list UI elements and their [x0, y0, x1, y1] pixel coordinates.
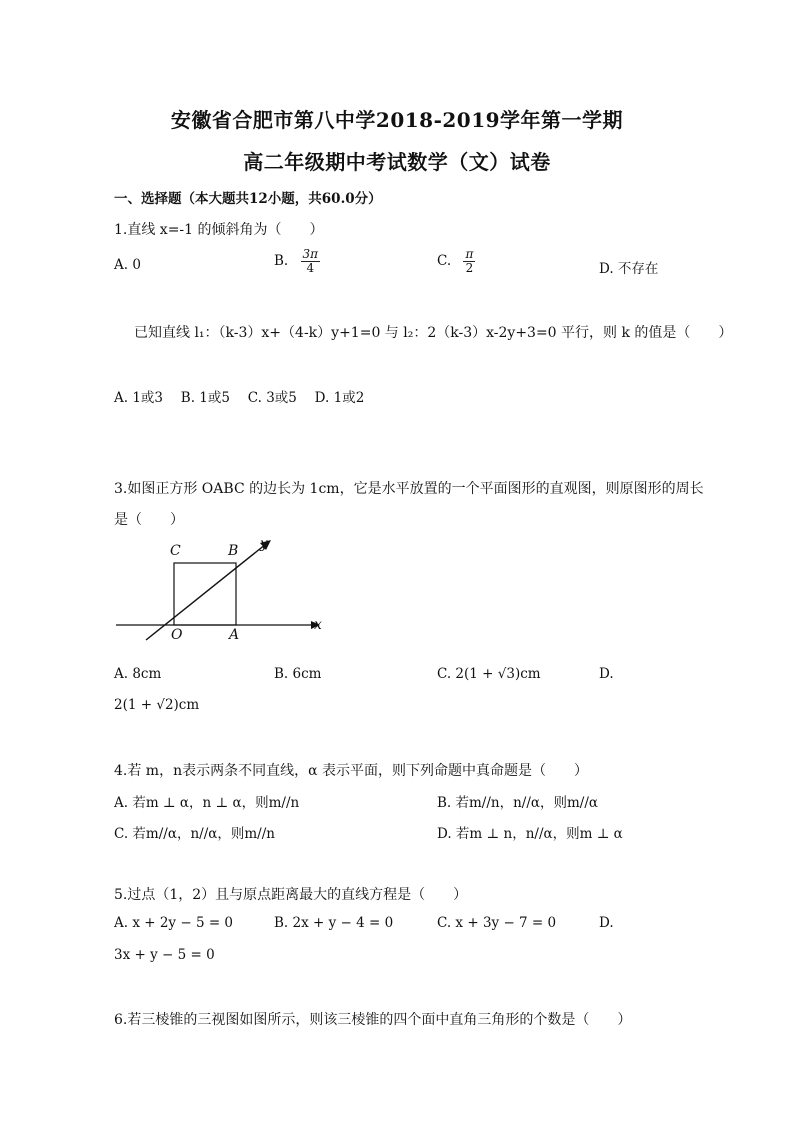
question-5-option-b: B. 2x + y − 4 = 0: [274, 915, 394, 931]
question-1-option-a: A. 0: [114, 257, 141, 273]
question-3-stem-line1: 3.如图正方形 OABC 的边长为 1cm，它是水平放置的一个平面图形的直观图，则原图形的周长: [114, 481, 704, 497]
question-1-option-d: D. 不存在: [599, 261, 659, 277]
fraction-3pi-over-4: [301, 248, 321, 275]
question-6-stem: 6.若三棱锥的三视图如图所示，则该三棱锥的四个面中直角三角形的个数是（ ）: [114, 1012, 632, 1028]
question-1-option-b: [274, 248, 320, 275]
question-3-option-d-cont: 2(1 + √2)cm: [114, 697, 200, 713]
fraction-numerator: 3π: [302, 247, 319, 261]
label-o: O: [171, 627, 183, 643]
question-3-option-b: B. 6cm: [274, 666, 322, 682]
label-y: y: [260, 536, 268, 552]
fraction-pi-over-2: [463, 248, 475, 275]
question-4-option-d: D. 若m ⊥ n，n//α，则m ⊥ α: [437, 826, 623, 842]
exam-title-line2: 高二年级期中考试数学（文）试卷: [243, 150, 551, 174]
question-1-option-c: [437, 248, 475, 275]
question-4-option-b: B. 若m//n，n//α，则m//α: [437, 795, 599, 811]
question-3-option-a: A. 8cm: [114, 666, 162, 682]
square-oabc: [174, 563, 236, 625]
question-4-stem: 4.若 m，n表示两条不同直线，α 表示平面，则下列命题中真命题是（ ）: [114, 763, 589, 779]
question-1-stem: 1.直线 x=-1 的倾斜角为（ ）: [114, 222, 324, 238]
section-heading: 一、选择题（本大题共12小题，共60.0分）: [114, 191, 382, 207]
option-c-label: C.: [437, 253, 452, 270]
question-5-option-d: D.: [599, 915, 614, 931]
label-x: x: [314, 617, 322, 633]
question-5-option-c: C. x + 3y − 7 = 0: [437, 915, 557, 931]
question-5-option-d-cont: 3x + y − 5 = 0: [114, 947, 215, 963]
label-b: B: [228, 543, 239, 559]
fraction-denominator: 2: [465, 261, 474, 276]
question-5-option-a: A. x + 2y − 5 = 0: [114, 915, 234, 931]
exam-title-line1: 安徽省合肥市第八中学2018-2019学年第一学期: [170, 108, 624, 132]
question-3-option-c: C. 2(1 + √3)cm: [437, 666, 541, 682]
question-3-option-d: D.: [599, 666, 614, 682]
question-4-option-c: C. 若m//α，n//α，则m//n: [114, 826, 275, 842]
question-4-option-a: A. 若m ⊥ α，n ⊥ α，则m//n: [114, 795, 300, 811]
question-2-stem: 已知直线 l₁：（k-3）x+（4-k）y+1=0 与 l₂：2（k-3）x-2y+3=0 平行，则 k 的值是（ ）: [134, 325, 733, 341]
fraction-denominator: 4: [306, 261, 315, 276]
question-5-stem: 5.过点（1，2）且与原点距离最大的直线方程是（ ）: [114, 887, 468, 903]
question-3-stem-line2: 是（ ）: [114, 512, 184, 528]
square-oabc-figure: [110, 530, 340, 650]
label-a: A: [229, 627, 240, 643]
option-b-label: B.: [274, 253, 289, 270]
label-c: C: [170, 543, 181, 559]
fraction-numerator: π: [465, 247, 474, 261]
question-2-options: A. 1或3 B. 1或5 C. 3或5 D. 1或2: [114, 390, 365, 406]
